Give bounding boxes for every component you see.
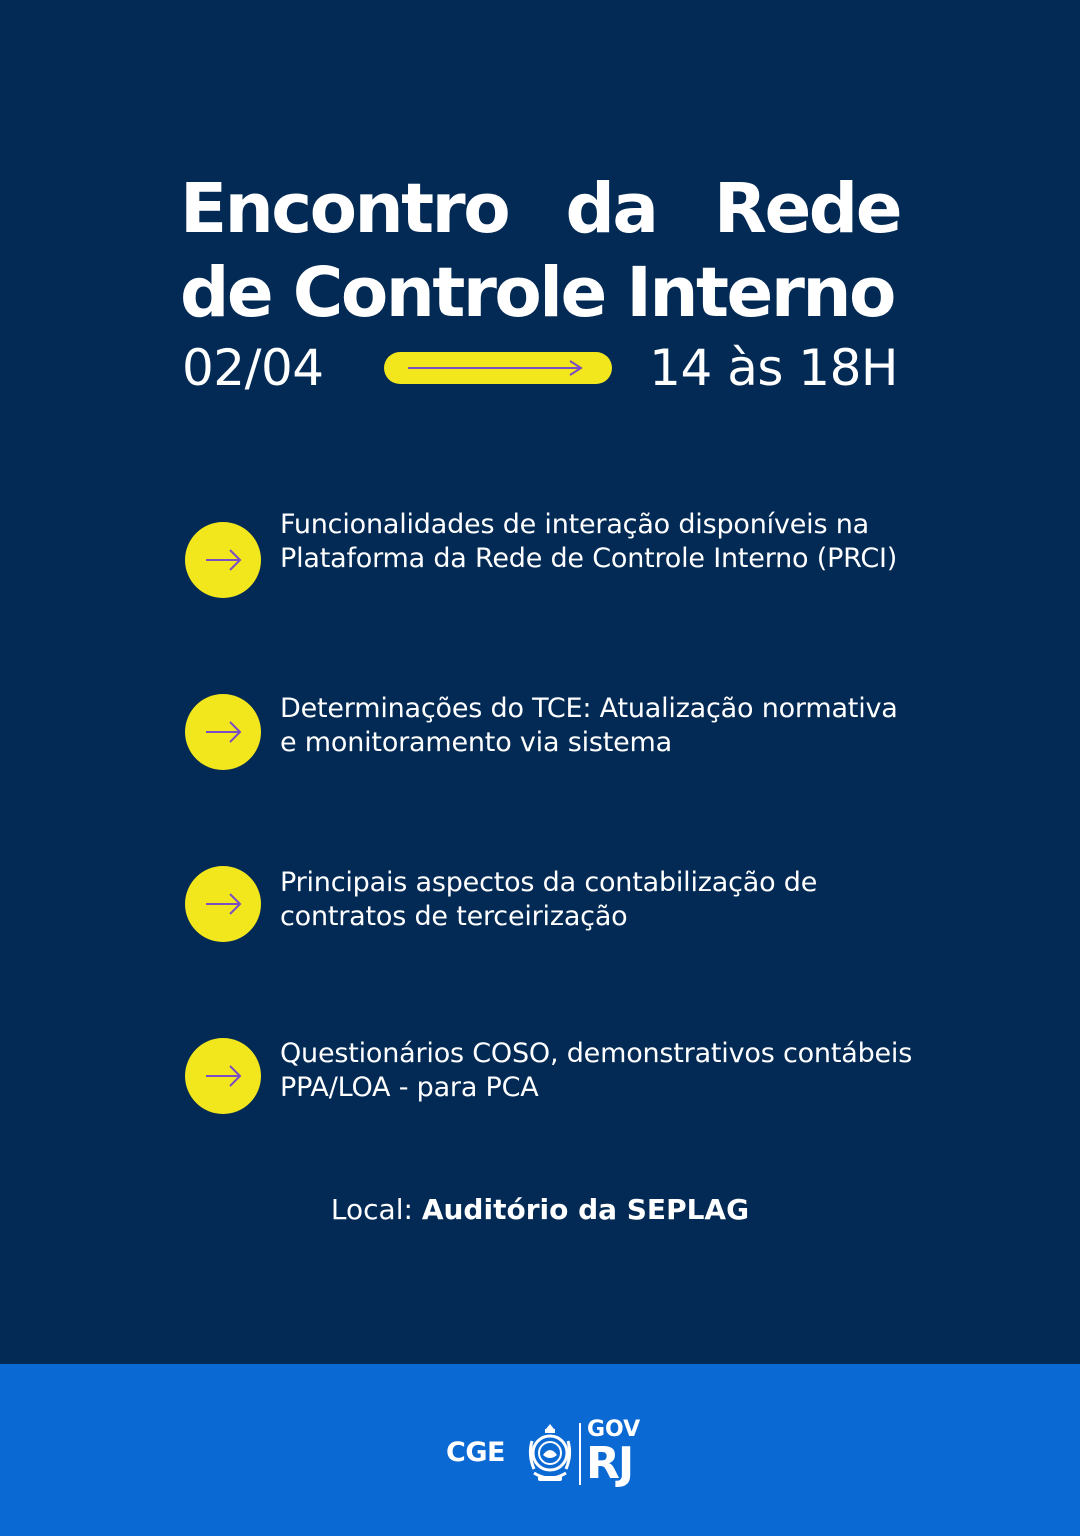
title-word-da: da	[565, 169, 657, 249]
rj-logo-text: RJ	[586, 1438, 633, 1489]
footer-bar	[0, 1364, 1080, 1536]
agenda-item-text: Funcionalidades de interação disponíveis na Plataforma da Rede de Controle Interno (PRCI)	[280, 509, 898, 574]
long-arrow-icon	[384, 352, 612, 384]
gov-logo-text: GOV	[587, 1417, 641, 1442]
location-label: Local:	[330, 1193, 422, 1226]
state-seal-icon	[526, 1421, 574, 1492]
event-date: 02/04	[182, 339, 324, 397]
logo-divider	[579, 1423, 581, 1485]
title-line-2: de Controle Interno	[180, 253, 894, 333]
agenda-item-text: Determinações do TCE: Atualização normativa e monitoramento via sistema	[280, 693, 898, 758]
location-value: Auditório da SEPLAG	[421, 1193, 750, 1226]
cge-logo-text: CGE	[446, 1437, 505, 1468]
agenda-item-text: Questionários COSO, demonstrativos contábeis PPA/LOA - para PCA	[280, 1038, 913, 1103]
agenda-item-text: Principais aspectos da contabilização de contratos de terceirização	[280, 867, 818, 932]
event-location	[0, 1190, 1080, 1230]
event-time: 14 às 18H	[649, 339, 898, 397]
title-line-1	[180, 168, 900, 250]
arrow-right-icon	[185, 522, 261, 598]
footer-logos	[446, 1419, 656, 1489]
title-word-encontro: Encontro	[180, 169, 509, 249]
arrow-right-icon	[185, 866, 261, 942]
arrow-right-icon	[185, 1038, 261, 1114]
schedule-row	[182, 334, 900, 402]
arrow-right-icon	[185, 694, 261, 770]
title-word-rede: Rede	[713, 169, 900, 249]
